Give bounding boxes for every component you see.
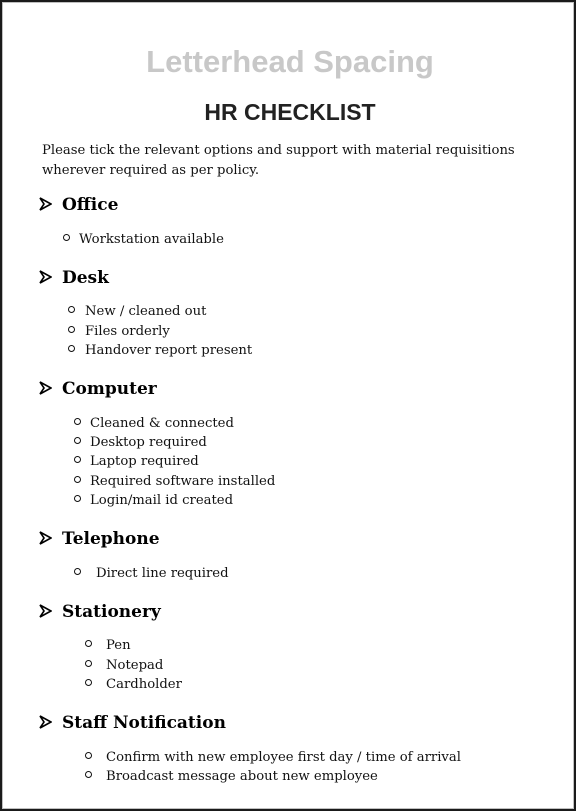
list-item	[74, 435, 207, 450]
list-item-label: Workstation available	[79, 232, 224, 247]
list-item	[85, 769, 378, 784]
list-item-label: Login/mail id created	[90, 493, 234, 508]
hollow-circle-bullet-icon	[85, 752, 92, 759]
list-item	[74, 416, 234, 431]
list-item-label: Cleaned & connected	[90, 416, 234, 431]
list-item	[85, 750, 461, 765]
hollow-circle-bullet-icon	[85, 660, 92, 667]
hollow-circle-bullet-icon	[85, 640, 92, 647]
section-heading-label: Telephone	[62, 529, 160, 549]
list-item-label: Pen	[106, 638, 131, 653]
list-item-label: Cardholder	[106, 677, 182, 692]
list-item-label: New / cleaned out	[85, 304, 207, 319]
hollow-circle-bullet-icon	[74, 418, 81, 425]
section-heading-label: Office	[62, 195, 119, 215]
list-item-label: Broadcast message about new employee	[106, 769, 378, 784]
list-item	[85, 677, 182, 692]
section-heading	[38, 195, 118, 215]
list-item-label: Laptop required	[90, 454, 199, 469]
list-item-label: Files orderly	[85, 324, 170, 339]
list-item-label: Confirm with new employee first day / time of arrival	[106, 750, 461, 765]
section-heading	[38, 268, 109, 288]
section-heading	[38, 379, 157, 399]
hollow-circle-bullet-icon	[74, 456, 81, 463]
hollow-circle-bullet-icon	[68, 345, 75, 352]
section-heading	[38, 713, 226, 733]
arrowhead-bullet-icon	[38, 714, 52, 728]
hollow-circle-bullet-icon	[74, 568, 81, 575]
list-item	[68, 324, 170, 339]
section-heading	[38, 529, 160, 549]
list-item	[85, 658, 164, 673]
hollow-circle-bullet-icon	[74, 495, 81, 502]
section-heading-label: Staff Notification	[62, 713, 226, 733]
list-item	[68, 304, 207, 319]
hollow-circle-bullet-icon	[68, 326, 75, 333]
hollow-circle-bullet-icon	[68, 306, 75, 313]
hollow-circle-bullet-icon	[74, 476, 81, 483]
section-heading-label: Stationery	[62, 602, 161, 622]
intro-paragraph: Please tick the relevant options and support with material requisitions wherever required as per policy.	[42, 143, 515, 178]
page-title: HR CHECKLIST	[204, 99, 376, 125]
section-heading-label: Desk	[62, 268, 109, 288]
arrowhead-bullet-icon	[38, 196, 52, 210]
arrowhead-bullet-icon	[38, 530, 52, 544]
list-item	[74, 474, 276, 489]
arrowhead-bullet-icon	[38, 603, 52, 617]
hollow-circle-bullet-icon	[85, 771, 92, 778]
list-item-label: Handover report present	[85, 343, 253, 358]
list-item-label: Required software installed	[90, 474, 276, 489]
arrowhead-bullet-icon	[38, 380, 52, 394]
section-heading-label: Computer	[62, 379, 157, 399]
list-item	[63, 232, 224, 247]
list-item	[68, 343, 253, 358]
list-item-label: Notepad	[106, 658, 164, 673]
section-heading	[38, 602, 161, 622]
list-item	[74, 493, 234, 508]
arrowhead-bullet-icon	[38, 269, 52, 283]
hollow-circle-bullet-icon	[74, 437, 81, 444]
list-item-label: Direct line required	[96, 566, 229, 581]
hollow-circle-bullet-icon	[85, 679, 92, 686]
list-item-label: Desktop required	[90, 435, 207, 450]
hollow-circle-bullet-icon	[63, 234, 70, 241]
list-item	[74, 566, 229, 581]
letterhead-placeholder: Letterhead Spacing	[146, 44, 434, 79]
list-item	[74, 454, 199, 469]
list-item	[85, 638, 131, 653]
